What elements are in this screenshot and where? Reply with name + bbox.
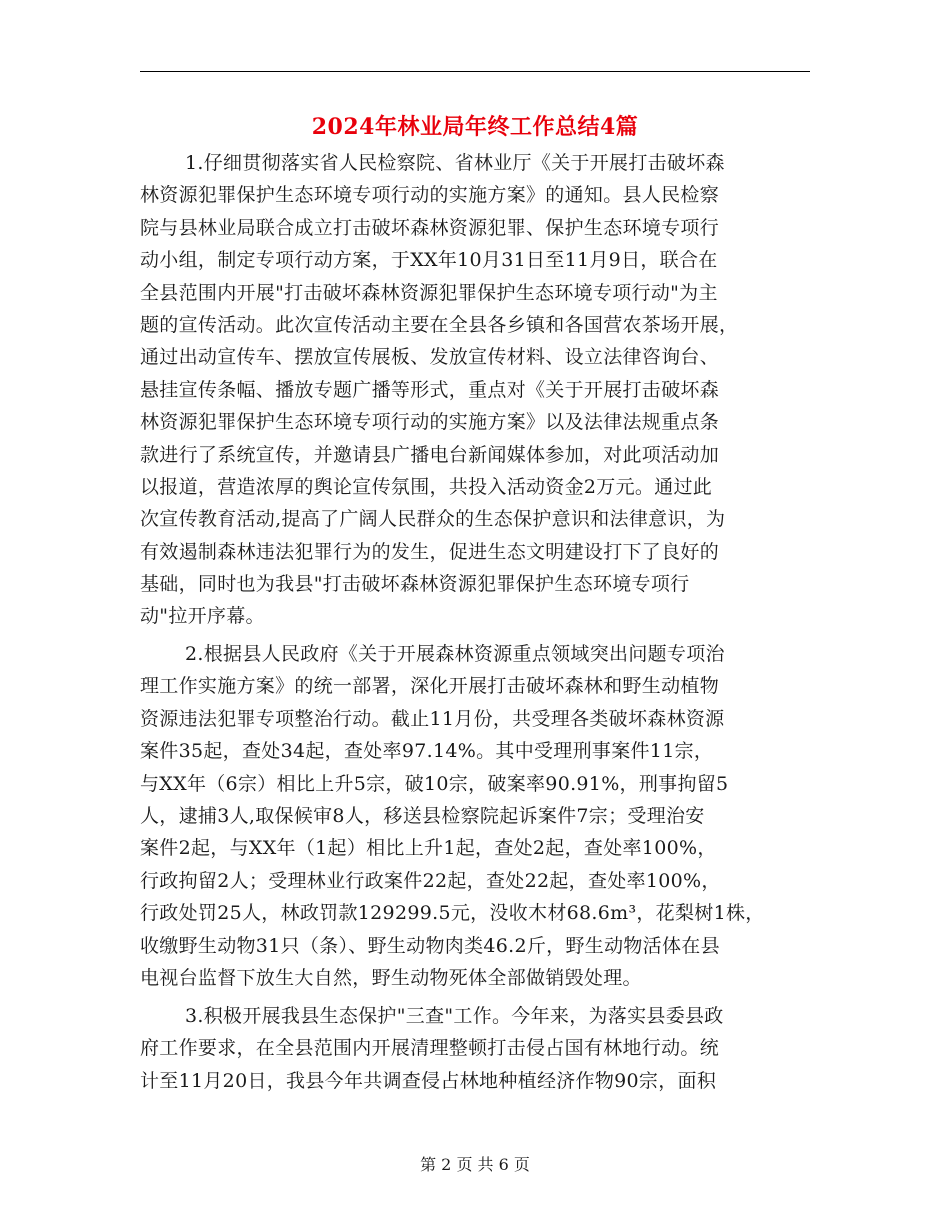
paragraph-line: 行政处罚25人，林政罚款129299.5元，没收木材68.6m³，花梨树1株， — [140, 902, 765, 925]
page-footer: 第 2 页 共 6 页 — [420, 1155, 530, 1174]
paragraph-1 — [140, 147, 820, 633]
paragraph-line: 题的宣传活动。此次宣传活动主要在全县各乡镇和各国营农茶场开展， — [140, 313, 739, 336]
paragraph-line: 资源违法犯罪专项整治行动。截止11月份，共受理各类破坏森林资源 — [140, 707, 725, 730]
paragraph-line: 收缴野生动物31只（条）、野生动物肉类46.2斤，野生动物活体在县 — [140, 934, 720, 957]
paragraph-3 — [140, 1000, 820, 1097]
paragraph-line: 通过出动宣传车、摆放宣传展板、发放宣传材料、设立法律咨询台、 — [140, 346, 720, 369]
paragraph-line: 院与县林业局联合成立打击破坏森林资源犯罪、保护生态环境专项行 — [140, 216, 720, 239]
paragraph-line: 款进行了系统宣传，并邀请县广播电台新闻媒体参加，对此项活动加 — [140, 443, 720, 466]
paragraph-line: 3.积极开展我县生态保护"三查"工作。今年来，为落实县委县政 — [185, 1005, 724, 1027]
header-rule — [140, 71, 810, 72]
paragraph-line: 基础，同时也为我县"打击破坏森林资源犯罪保护生态环境专项行 — [140, 573, 690, 596]
paragraph-line: 林资源犯罪保护生态环境专项行动的实施方案》的通知。县人民检察 — [140, 184, 720, 207]
paragraph-line: 1.仔细贯彻落实省人民检察院、省林业厅《关于开展打击破坏森 — [185, 152, 725, 174]
paragraph-line: 与XX年（6宗）相比上升5宗，破10宗，破案率90.91%，刑事拘留5 — [140, 772, 729, 795]
paragraph-line: 动小组，制定专项行动方案，于XX年10月31日至11月9日，联合在 — [140, 249, 718, 272]
paragraph-line: 电视台监督下放生大自然，野生动物死体全部做销毁处理。 — [140, 966, 642, 989]
paragraph-line: 2.根据县人民政府《关于开展森林资源重点领域突出问题专项治 — [185, 643, 725, 665]
paragraph-2 — [140, 638, 820, 994]
paragraph-line: 次宣传教育活动,提高了广阔人民群众的生态保护意识和法律意识，为 — [140, 508, 726, 531]
paragraph-line: 有效遏制森林违法犯罪行为的发生，促进生态文明建设打下了良好的 — [140, 540, 720, 563]
paragraph-line: 理工作实施方案》的统一部署，深化开展打击破坏森林和野生动植物 — [140, 675, 720, 698]
paragraph-line: 行政拘留2人；受理林业行政案件22起，查处22起，查处率100%， — [140, 869, 721, 892]
paragraph-line: 计至11月20日，我县今年共调查侵占林地种植经济作物90宗，面积 — [140, 1069, 717, 1092]
paragraph-line: 案件35起，查处34起，查处率97.14%。其中受理刑事案件11宗， — [140, 740, 714, 763]
paragraph-line: 府工作要求，在全县范围内开展清理整顿打击侵占国有林地行动。统 — [140, 1037, 720, 1060]
paragraph-line: 林资源犯罪保护生态环境专项行动的实施方案》以及法律法规重点条 — [140, 411, 720, 434]
paragraph-line: 人，逮捕3人,取保候审8人，移送县检察院起诉案件7宗；受理治安 — [140, 804, 705, 827]
paragraph-line: 悬挂宣传条幅、播放专题广播等形式，重点对《关于开展打击破坏森 — [140, 378, 720, 401]
paragraph-line: 案件2起，与XX年（1起）相比上升1起，查处2起，查处率100%， — [140, 837, 717, 860]
paragraph-line: 动"拉开序幕。 — [140, 605, 265, 628]
paragraph-line: 全县范围内开展"打击破坏森林资源犯罪保护生态环境专项行动"为主 — [140, 281, 718, 304]
document-title: 2024年林业局年终工作总结4篇 — [311, 114, 639, 140]
paragraph-line: 以报道，营造浓厚的舆论宣传氛围，共投入活动资金2万元。通过此 — [140, 475, 713, 498]
